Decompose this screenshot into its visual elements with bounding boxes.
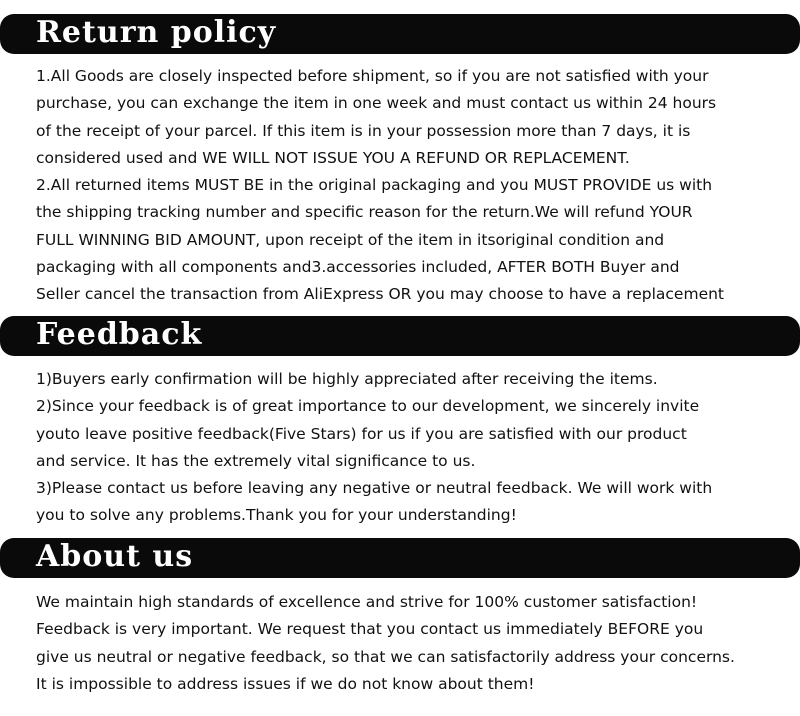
return-policy-line: Seller cancel the transaction from AliExpress OR you may choose to have a replacement (36, 285, 725, 304)
feedback-header-bar (0, 316, 800, 356)
about-us-line: It is impossible to address issues if we do not know about them! (36, 674, 535, 693)
feedback-line: youto leave positive feedback(Five Stars) for us if you are satisfied with our product (36, 424, 687, 443)
feedback-line: and service. It has the extremely vital significance to us. (36, 451, 476, 470)
feedback-text (36, 366, 796, 530)
return-policy-line: purchase, you can exchange the item in one week and must contact us within 24 hours (36, 94, 717, 113)
about-us-header-bar (0, 538, 800, 578)
feedback-line: 2)Since your feedback is of great importance to our development, we sincerely invite (36, 397, 700, 416)
return-policy-line: considered used and WE WILL NOT ISSUE YOU A REFUND OR REPLACEMENT. (36, 148, 630, 167)
return-policy-title: Return policy (36, 15, 277, 50)
return-policy-line: packaging with all components and3.accessories included, AFTER BOTH Buyer and (36, 258, 680, 277)
return-policy-line: FULL WINNING BID AMOUNT, upon receipt of the item in itsoriginal condition and (36, 230, 665, 249)
feedback-title: Feedback (36, 317, 203, 352)
about-us-text (36, 589, 796, 698)
return-policy-line: of the receipt of your parcel. If this item is in your possession more than 7 days, it is (36, 121, 691, 140)
about-us-title: About us (36, 539, 194, 574)
feedback-line: 3)Please contact us before leaving any negative or neutral feedback. We will work with (36, 479, 713, 498)
feedback-line: you to solve any problems.Thank you for your understanding! (36, 506, 517, 525)
about-us-line: We maintain high standards of excellence and strive for 100% customer satisfaction! (36, 593, 698, 611)
feedback-line: 1)Buyers early confirmation will be highly appreciated after receiving the items. (36, 370, 658, 388)
return-policy-text (36, 63, 796, 309)
return-policy-line: 1.All Goods are closely inspected before shipment, so if you are not satisfied with your (36, 67, 709, 85)
about-us-line: give us neutral or negative feedback, so that we can satisfactorily address your concerns. (36, 647, 735, 666)
about-us-line: Feedback is very important. We request that you contact us immediately BEFORE you (36, 620, 704, 639)
return-policy-line: the shipping tracking number and specific reason for the return.We will refund YOUR (36, 203, 693, 222)
return-policy-header-bar (0, 14, 800, 54)
return-policy-line: 2.All returned items MUST BE in the original packaging and you MUST PROVIDE us with (36, 176, 713, 195)
